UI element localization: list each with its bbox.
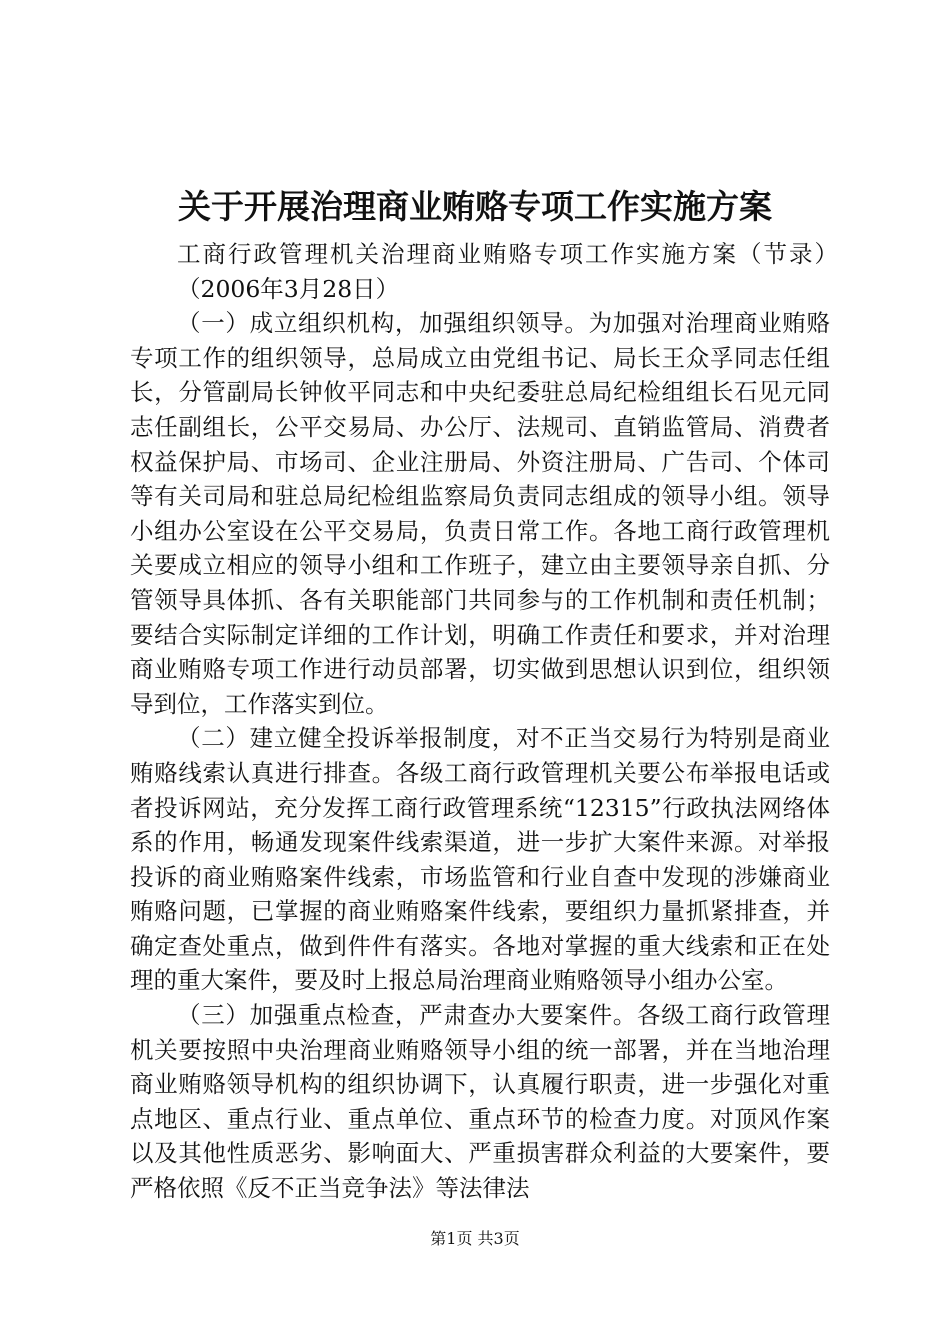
document-body — [130, 237, 840, 1206]
document-subtitle: 工商行政管理机关治理商业贿赂专项工作实施方案（节录） — [177, 240, 840, 268]
paragraph-complaint-system: （二）建立健全投诉举报制度，对不正当交易行为特别是商业贿赂线索认真进行排查。各级工商行政管理机关要公布举报电话或者投诉网站，充分发挥工商行政管理系统“12315”行政执法网络体系的作用，畅通发现案件线索渠道，进一步扩大案件来源。对举报投诉的商业贿赂案件线索，市场监管和行业自查中发现的涉嫌商业贿赂问题，已掌握的商业贿赂案件线索，要组织力量抓紧排查，并确定查处重点，做到件件有落实。各地对掌握的重大线索和正在处理的重大案件，要及时上报总局治理商业贿赂领导小组办公室。 — [130, 724, 830, 995]
page-footer: 第1页 共3页 — [430, 1229, 520, 1248]
document-title: 关于开展治理商业贿赂专项工作实施方案 — [178, 187, 772, 226]
paragraph-key-inspection: （三）加强重点检查，严肃查办大要案件。各级工商行政管理机关要按照中央治理商业贿赂领导小组的统一部署，并在当地治理商业贿赂领导机构的组织协调下，认真履行职责，进一步强化对重点地区、重点行业、重点单位、重点环节的检查力度。对顶风作案以及其他性质恶劣、影响面大、严重损害群众利益的大要案件，要严格依照《反不正当竞争法》等法律法 — [130, 1001, 830, 1203]
document-date: （2006年3月28日） — [177, 274, 400, 303]
paragraph-organization: （一）成立组织机构，加强组织领导。为加强对治理商业贿赂专项工作的组织领导，总局成立由党组书记、局长王众孚同志任组长，分管副局长钟攸平同志和中央纪委驻总局纪检组组长石见元同志任副组长，公平交易局、办公厅、法规司、直销监管局、消费者权益保护局、市场司、企业注册局、外资注册局、广告司、个体司等有关司局和驻总局纪检组监察局负责同志组成的领导小组。领导小组办公室设在公平交易局，负责日常工作。各地工商行政管理机关要成立相应的领导小组和工作班子，建立由主要领导亲自抓、分管领导具体抓、各有关职能部门共同参与的工作机制和责任机制；要结合实际制定详细的工作计划，明确工作责任和要求，并对治理商业贿赂专项工作进行动员部署，切实做到思想认识到位，组织领导到位，工作落实到位。 — [130, 309, 830, 718]
